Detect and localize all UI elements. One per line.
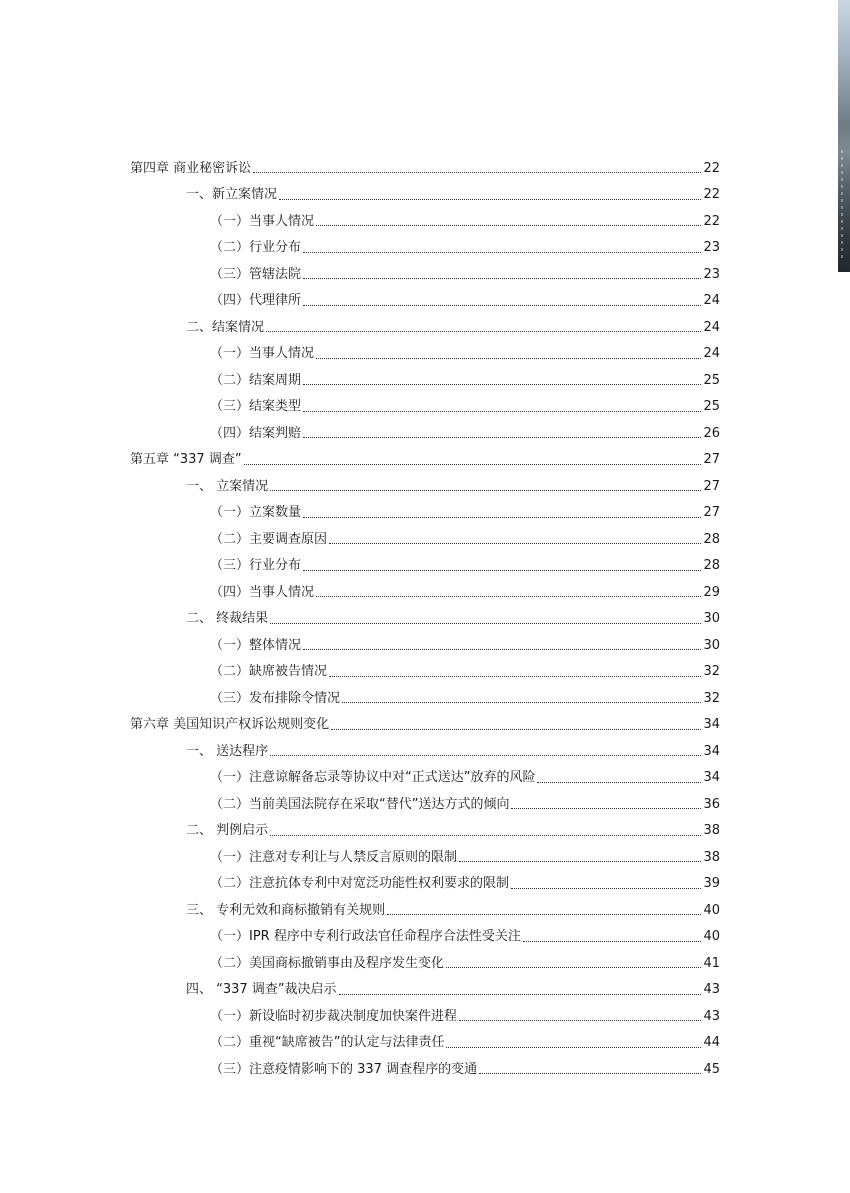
toc-entry[interactable] (130, 500, 720, 527)
toc-entry-page-number: 38 (703, 849, 720, 865)
toc-entry[interactable] (130, 1003, 720, 1030)
toc-entry-page-number: 28 (703, 531, 720, 547)
toc-entry-title: 第六章 美国知识产权诉讼规则变化 (130, 717, 330, 733)
toc-entry-page-number: 23 (703, 266, 720, 282)
dot-leader (331, 728, 701, 730)
dot-leader (303, 277, 701, 279)
toc-entry[interactable] (130, 871, 720, 898)
toc-entry[interactable] (130, 818, 720, 845)
toc-entry-title: （一）当事人情况 (210, 346, 315, 362)
toc-entry-page-number: 34 (703, 717, 720, 733)
cover-image-strip (838, 0, 850, 272)
toc-entry[interactable] (130, 924, 720, 951)
toc-entry[interactable] (130, 447, 720, 474)
toc-entry-title: （三）结案类型 (210, 399, 302, 415)
toc-entry[interactable] (130, 977, 720, 1004)
toc-entry-page-number: 27 (703, 478, 720, 494)
toc-entry-title: （一）注意谅解备忘录等协议中对“正式送达”放弃的风险 (210, 770, 536, 786)
toc-entry-page-number: 22 (703, 213, 720, 229)
toc-entry-page-number: 32 (703, 690, 720, 706)
dot-leader (303, 436, 701, 438)
toc-entry-title: （四）当事人情况 (210, 584, 315, 600)
toc-entry[interactable] (130, 182, 720, 209)
toc-entry[interactable] (130, 712, 720, 739)
toc-entry-page-number: 25 (703, 399, 720, 415)
dot-leader (339, 993, 702, 995)
toc-entry[interactable] (130, 1030, 720, 1057)
toc-entry-page-number: 38 (703, 823, 720, 839)
toc-entry[interactable] (130, 791, 720, 818)
toc-entry-page-number: 44 (703, 1035, 720, 1051)
toc-entry-title: （三）管辖法院 (210, 266, 302, 282)
toc-entry[interactable] (130, 579, 720, 606)
dot-leader (316, 595, 701, 597)
toc-entry[interactable] (130, 897, 720, 924)
toc-entry-page-number: 40 (703, 902, 720, 918)
toc-entry-title: 二、结案情况 (186, 319, 265, 335)
dot-leader (303, 648, 701, 650)
toc-entry-page-number: 28 (703, 558, 720, 574)
dot-leader (329, 675, 701, 677)
toc-entry-title: 一、新立案情况 (186, 187, 278, 203)
toc-entry[interactable] (130, 950, 720, 977)
toc-entry-title: 二、 判例启示 (186, 823, 269, 839)
toc-entry[interactable] (130, 367, 720, 394)
toc-entry-title: （二）当前美国法院存在采取“替代”送达方式的倾向 (210, 796, 510, 812)
toc-entry-title: 四、 “337 调查”裁决启示 (186, 982, 337, 998)
toc-entry[interactable] (130, 765, 720, 792)
toc-entry-title: （一）当事人情况 (210, 213, 315, 229)
toc-entry-page-number: 45 (703, 1061, 720, 1077)
dot-leader (446, 1046, 701, 1048)
toc-entry-page-number: 24 (703, 319, 720, 335)
toc-entry-title: （三）注意疫情影响下的 337 调查程序的变通 (210, 1061, 478, 1077)
toc-entry-title: （一）整体情况 (210, 637, 302, 653)
toc-entry-title: 二、 终裁结果 (186, 611, 269, 627)
toc-entry-page-number: 43 (703, 982, 720, 998)
toc-entry-page-number: 43 (703, 1008, 720, 1024)
dot-leader (459, 1019, 701, 1021)
toc-entry-title: 第五章 “337 调查” (130, 452, 242, 468)
toc-entry-page-number: 34 (703, 770, 720, 786)
dot-leader (270, 754, 701, 756)
toc-entry-page-number: 39 (703, 876, 720, 892)
dot-leader (523, 940, 702, 942)
toc-entry-page-number: 27 (703, 452, 720, 468)
dot-leader (244, 463, 702, 465)
toc-entry-title: （三）发布排除令情况 (210, 690, 341, 706)
dot-leader (266, 330, 701, 332)
toc-entry-page-number: 22 (703, 160, 720, 176)
toc-entry[interactable] (130, 235, 720, 262)
toc-entry-page-number: 22 (703, 187, 720, 203)
toc-entry[interactable] (130, 606, 720, 633)
toc-entry-title: 一、 送达程序 (186, 743, 269, 759)
toc-entry-title: （一）IPR 程序中专利行政法官任命程序合法性受关注 (210, 929, 521, 945)
toc-entry[interactable] (130, 632, 720, 659)
toc-entry-page-number: 36 (703, 796, 720, 812)
dot-leader (253, 171, 701, 173)
toc-entry[interactable] (130, 314, 720, 341)
toc-entry-title: 三、 专利无效和商标撤销有关规则 (186, 902, 386, 918)
toc-entry-title: （二）行业分布 (210, 240, 302, 256)
toc-entry-page-number: 26 (703, 425, 720, 441)
toc-entry-page-number: 27 (703, 505, 720, 521)
toc-entry[interactable] (130, 208, 720, 235)
toc-entry-title: （一）注意对专利让与人禁反言原则的限制 (210, 849, 458, 865)
dot-leader (511, 887, 701, 889)
toc-entry[interactable] (130, 526, 720, 553)
toc-entry-page-number: 29 (703, 584, 720, 600)
toc-entry[interactable] (130, 659, 720, 686)
toc-entry[interactable] (130, 1056, 720, 1083)
toc-entry[interactable] (130, 394, 720, 421)
dot-leader (387, 913, 701, 915)
dot-leader (270, 622, 701, 624)
toc-entry-title: （二）结案周期 (210, 372, 302, 388)
dot-leader (303, 516, 701, 518)
toc-entry-page-number: 24 (703, 293, 720, 309)
toc-entry[interactable] (130, 288, 720, 315)
toc-entry-title: （二）美国商标撤销事由及程序发生变化 (210, 955, 445, 971)
toc-entry-page-number: 34 (703, 743, 720, 759)
toc-entry-title: （四）结案判赔 (210, 425, 302, 441)
dot-leader (316, 357, 701, 359)
toc-entry-title: 一、 立案情况 (186, 478, 269, 494)
dot-leader (303, 383, 701, 385)
dot-leader (303, 569, 701, 571)
dot-leader (446, 966, 701, 968)
toc-entry-page-number: 40 (703, 929, 720, 945)
toc-entry-page-number: 24 (703, 346, 720, 362)
toc-entry[interactable] (130, 473, 720, 500)
toc-entry[interactable] (130, 844, 720, 871)
toc-entry-page-number: 41 (703, 955, 720, 971)
toc-entry-page-number: 30 (703, 637, 720, 653)
dot-leader (537, 781, 701, 783)
table-of-contents (130, 155, 720, 1083)
dot-leader (279, 198, 701, 200)
dot-leader (270, 489, 701, 491)
toc-entry-title: （四）代理律所 (210, 293, 302, 309)
dot-leader (270, 834, 701, 836)
toc-entry[interactable] (130, 155, 720, 182)
toc-entry[interactable] (130, 261, 720, 288)
dot-leader (459, 860, 701, 862)
toc-entry-title: （二）重视“缺席被告”的认定与法律责任 (210, 1035, 445, 1051)
toc-entry-title: 第四章 商业秘密诉讼 (130, 160, 252, 176)
dot-leader (511, 807, 701, 809)
toc-entry-title: （二）主要调查原因 (210, 531, 328, 547)
toc-entry-title: （三）行业分布 (210, 558, 302, 574)
toc-entry-title: （二）注意抗体专利中对宽泛功能性权利要求的限制 (210, 876, 510, 892)
toc-entry[interactable] (130, 341, 720, 368)
dot-leader (303, 251, 701, 253)
toc-entry-page-number: 25 (703, 372, 720, 388)
toc-entry-title: （一）立案数量 (210, 505, 302, 521)
dot-leader (479, 1072, 701, 1074)
toc-entry-page-number: 30 (703, 611, 720, 627)
toc-entry-title: （一）新设临时初步裁决制度加快案件进程 (210, 1008, 458, 1024)
toc-entry-title: （二）缺席被告情况 (210, 664, 328, 680)
toc-entry[interactable] (130, 420, 720, 447)
toc-entry-page-number: 23 (703, 240, 720, 256)
dot-leader (316, 224, 701, 226)
toc-entry-page-number: 32 (703, 664, 720, 680)
toc-entry[interactable] (130, 685, 720, 712)
dot-leader (303, 304, 701, 306)
dot-leader (329, 542, 701, 544)
toc-entry[interactable] (130, 553, 720, 580)
toc-entry[interactable] (130, 738, 720, 765)
dot-leader (303, 410, 701, 412)
dot-leader (342, 701, 701, 703)
